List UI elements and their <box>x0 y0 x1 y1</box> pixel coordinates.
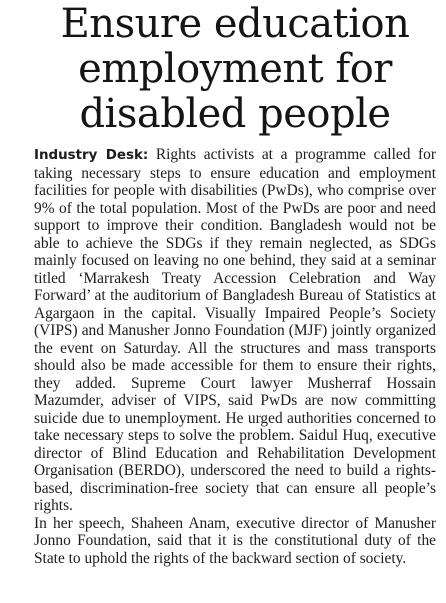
article-paragraph-2: In her speech, Shaheen Anam, executive director of Manusher Jonno Foundation, said that it is the constitutional duty of the State to uphold the rights of the backward section of society. <box>34 514 436 567</box>
headline <box>34 2 436 137</box>
dateline: Industry Desk: <box>34 148 149 163</box>
article-body <box>34 146 436 567</box>
headline-line-2: employment for <box>78 46 392 92</box>
headline-line-1: Ensure education <box>60 1 410 47</box>
paragraph-1-text: Rights activists at a programme called for taking necessary steps to ensure education and employment facilities for people with disabilities (PwDs), who comprise over 9% of the total population. Most of the PwDs are poor and need support to improve their condition. Bangladesh would not be able to achieve the SDGs if they remain neglected, as SDGs mainly focused on leaving no one behind, they said at a seminar titled ‘Marrakesh Treaty Accession Celebration and Way Forward’ at the auditorium of Bangladesh Bureau of Statistics at Agargaon in the capital. Visually Impaired People’s Society (VIPS) and Manusher Jonno Foundation (MJF) jointly organized the event on Saturday. All the structures and mass transports should also be made accessible for them to ensure their rights, they added. Supreme Court lawyer Musherraf Hossain Mazumder, adviser of VIPS, said PwDs are now committing suicide due to unemployment. He urged authorities concerned to take necessary steps to solve the problem. Saidul Huq, executive director of Blind Education and Rehabilitation Development Organisation (BERDO), underscored the need to build a rights-based, discrimination-free society that can ensure all people’s rights. <box>34 146 436 514</box>
article-paragraph-1 <box>34 146 436 515</box>
headline-line-3: disabled people <box>79 91 391 137</box>
